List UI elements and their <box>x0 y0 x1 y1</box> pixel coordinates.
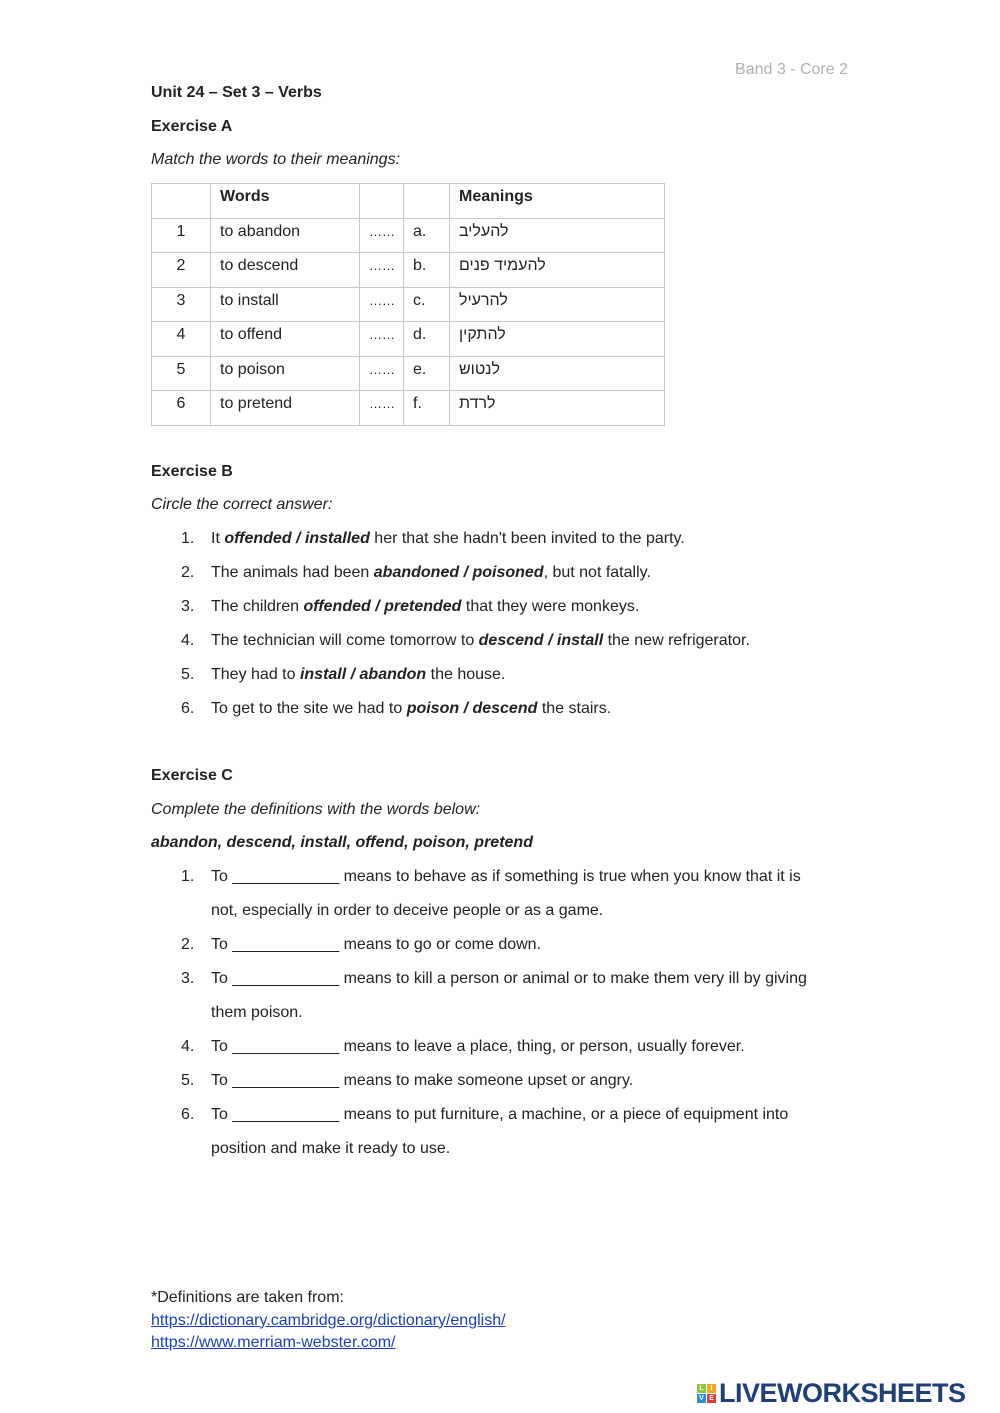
list-item <box>151 522 871 556</box>
table-row <box>152 287 665 322</box>
footer-note: *Definitions are taken from: <box>151 1289 344 1306</box>
sentence-end: the house. <box>426 666 506 683</box>
logo-letter-square: V <box>697 1394 706 1403</box>
table-row <box>152 253 665 288</box>
exercise-c-heading: Exercise C <box>151 767 233 784</box>
answer-blank[interactable]: …… <box>360 356 404 391</box>
answer-blank[interactable]: …… <box>360 253 404 288</box>
merriam-webster-link[interactable]: https://www.merriam-webster.com/ <box>151 1334 396 1351</box>
meaning-cell <box>450 218 665 253</box>
row-number: 3 <box>152 287 211 322</box>
logo-squares-icon <box>697 1384 716 1403</box>
definition-continuation: position and make it ready to use. <box>211 1140 451 1157</box>
definition-line[interactable]: To ____________ means to kill a person or animal or to make them very ill by giving <box>211 970 807 987</box>
answer-blank[interactable]: …… <box>360 218 404 253</box>
item-number: 1. <box>181 868 195 885</box>
answer-choice[interactable]: offended / pretended <box>303 598 462 615</box>
header-band: Band 3 - Core 2 <box>735 61 848 78</box>
sentence-start: They had to <box>211 666 300 683</box>
table-row <box>152 322 665 357</box>
worksheet-title: Unit 24 – Set 3 – Verbs <box>151 84 322 101</box>
item-number: 3. <box>181 970 195 987</box>
row-number: 5 <box>152 356 211 391</box>
sentence-end: the stairs. <box>537 700 612 717</box>
sentence-start: The technician will come tomorrow to <box>211 632 479 649</box>
list-item <box>151 556 871 590</box>
word-cell: to poison <box>211 356 360 391</box>
list-item <box>151 860 871 928</box>
meaning-cell <box>450 253 665 288</box>
word-cell: to abandon <box>211 218 360 253</box>
meaning-cell <box>450 322 665 357</box>
meaning-letter: e. <box>404 356 450 391</box>
item-number: 1. <box>181 530 195 547</box>
answer-choice[interactable]: poison / descend <box>406 700 538 717</box>
list-item <box>151 658 871 692</box>
hebrew-meaning: להרעיל <box>459 291 508 309</box>
table-header-row <box>152 184 665 219</box>
meaning-letter: b. <box>404 253 450 288</box>
exercise-c-instruction: Complete the definitions with the words below: <box>151 801 481 818</box>
item-number: 6. <box>181 700 195 717</box>
exercise-b-heading: Exercise B <box>151 463 233 480</box>
row-number: 4 <box>152 322 211 357</box>
definition-line[interactable]: To ____________ means to leave a place, thing, or person, usually forever. <box>211 1038 745 1055</box>
sentence-start: To get to the site we had to <box>211 700 407 717</box>
meaning-letter: c. <box>404 287 450 322</box>
list-item <box>151 1098 871 1166</box>
list-item <box>151 590 871 624</box>
row-number: 2 <box>152 253 211 288</box>
definition-line[interactable]: To ____________ means to put furniture, a machine, or a piece of equipment into <box>211 1106 789 1123</box>
definition-line[interactable]: To ____________ means to behave as if something is true when you know that it is <box>211 868 801 885</box>
sentence-end: , but not fatally. <box>543 564 651 581</box>
item-number: 2. <box>181 936 195 953</box>
meaning-cell <box>450 356 665 391</box>
exercise-b-instruction: Circle the correct answer: <box>151 496 333 513</box>
word-cell: to install <box>211 287 360 322</box>
answer-choice[interactable]: offended / installed <box>224 530 370 547</box>
logo-letter-square: I <box>707 1384 716 1393</box>
definition-line[interactable]: To ____________ means to go or come down. <box>211 936 542 953</box>
word-cell: to pretend <box>211 391 360 426</box>
definition-line[interactable]: To ____________ means to make someone upset or angry. <box>211 1072 634 1089</box>
word-bank: abandon, descend, install, offend, poison, pretend <box>151 834 533 851</box>
exercise-a-instruction: Match the words to their meanings: <box>151 151 401 168</box>
hebrew-meaning: לרדת <box>459 395 496 412</box>
sentence-start: The children <box>211 598 304 615</box>
answer-blank[interactable]: …… <box>360 322 404 357</box>
exercise-c-list <box>151 860 871 1166</box>
row-number: 6 <box>152 391 211 426</box>
definition-continuation: them poison. <box>211 1004 303 1021</box>
answer-choice[interactable]: install / abandon <box>299 666 427 683</box>
cambridge-link[interactable]: https://dictionary.cambridge.org/dictionary/english/ <box>151 1311 506 1329</box>
item-number: 4. <box>181 632 195 649</box>
col-meanings: Meanings <box>450 184 665 219</box>
meaning-cell <box>450 287 665 322</box>
sentence-end: that they were monkeys. <box>461 598 640 615</box>
word-cell: to offend <box>211 322 360 357</box>
item-number: 2. <box>181 564 195 581</box>
list-item <box>151 1064 871 1098</box>
item-number: 5. <box>181 666 195 683</box>
word-cell: to descend <box>211 253 360 288</box>
list-item <box>151 624 871 658</box>
answer-choice[interactable]: abandoned / poisoned <box>373 564 544 581</box>
table-row <box>152 356 665 391</box>
hebrew-meaning: להעליב <box>459 222 509 240</box>
liveworksheets-logo <box>697 1378 966 1408</box>
logo-letter-square: E <box>707 1394 716 1403</box>
item-number: 5. <box>181 1072 195 1089</box>
logo-text: LIVEWORKSHEETS <box>719 1378 966 1408</box>
sentence-end: her that she hadn't been invited to the party. <box>369 530 685 547</box>
row-number: 1 <box>152 218 211 253</box>
answer-choice[interactable]: descend / install <box>478 632 604 649</box>
col-words: Words <box>211 184 360 219</box>
meaning-cell <box>450 391 665 426</box>
hebrew-meaning: להתקין <box>459 326 506 343</box>
list-item <box>151 928 871 962</box>
answer-blank[interactable]: …… <box>360 391 404 426</box>
list-item <box>151 692 871 726</box>
table-row <box>152 218 665 253</box>
definition-continuation: not, especially in order to deceive people or as a game. <box>211 902 604 919</box>
logo-letter-square: L <box>697 1384 706 1393</box>
list-item <box>151 962 871 1030</box>
hebrew-meaning: לנטוש <box>459 360 500 378</box>
item-number: 6. <box>181 1106 195 1123</box>
meaning-letter: a. <box>404 218 450 253</box>
meaning-letter: f. <box>404 391 450 426</box>
answer-blank[interactable]: …… <box>360 287 404 322</box>
matching-table <box>151 183 665 426</box>
list-item <box>151 1030 871 1064</box>
sentence-end: the new refrigerator. <box>603 632 750 649</box>
meaning-letter: d. <box>404 322 450 357</box>
table-row <box>152 391 665 426</box>
item-number: 4. <box>181 1038 195 1055</box>
sentence-start: The animals had been <box>211 564 374 581</box>
exercise-a-heading: Exercise A <box>151 118 233 135</box>
sentence-start: It <box>211 530 225 547</box>
exercise-b-list <box>151 522 871 726</box>
hebrew-meaning: להעמיד פנים <box>459 257 546 274</box>
item-number: 3. <box>181 598 195 615</box>
